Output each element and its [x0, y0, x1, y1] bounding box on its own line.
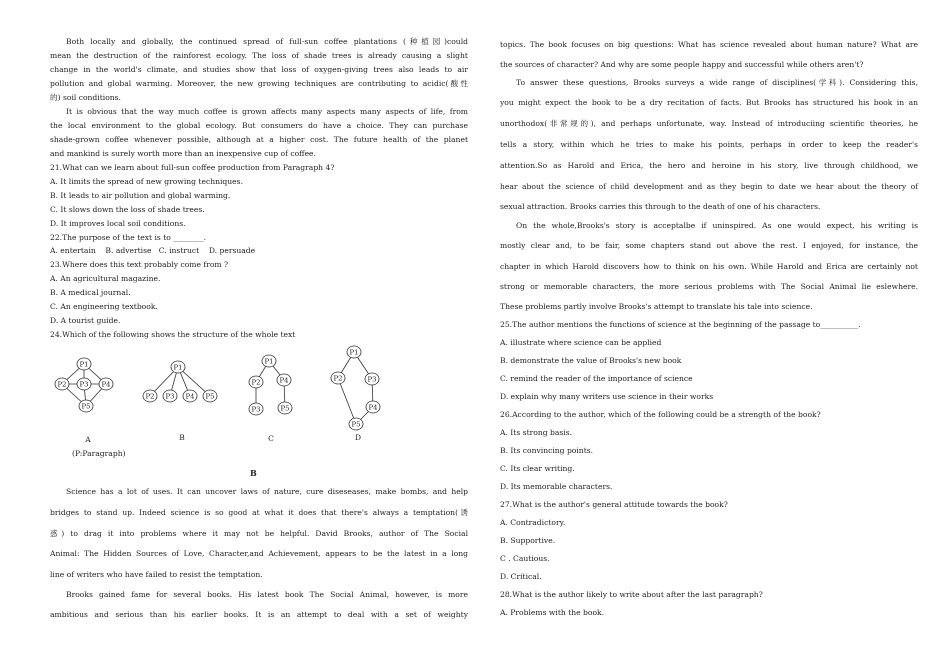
passage-line: topics. The book focuses on big questions: What has science revealed about human nature? What are — [500, 40, 918, 49]
passage-line: the sources of character? And why are some people happy and successful while others aren't? — [500, 60, 864, 69]
diagram-label-c: C — [268, 434, 274, 443]
passage-line: These problems partly involve Brooks's attempt to translate his tale into science. — [500, 302, 813, 311]
section-label: B — [250, 468, 257, 478]
node-label: P2 — [57, 380, 67, 389]
node-label: P3 — [367, 375, 377, 384]
question-26: 26.According to the author, which of the following could be a strength of the book? — [500, 410, 821, 419]
node-label: P2 — [251, 378, 261, 387]
diagram-d — [331, 346, 380, 430]
node-label: P1 — [79, 360, 89, 369]
passage-line: mostly clear and, to be fair, some chapters stand out above the rest. I enjoyed, for instance, the — [500, 241, 918, 250]
passage-line: hear about the science of child development and as they begin to date we hear about the theory of — [500, 182, 918, 191]
question-27: 27.What is the author's general attitude towards the book? — [500, 500, 728, 509]
diagram-label-d: D — [354, 433, 362, 442]
option-26d: D. Its memorable characters. — [500, 482, 613, 491]
diagram-label-a: A — [85, 435, 91, 444]
node-label: P5 — [205, 392, 215, 401]
question-21: 21.What can we learn about full-sun coffee production from Paragraph 4? — [50, 163, 335, 172]
option-26c: C. Its clear writing. — [500, 464, 575, 473]
option-26b: B. Its convincing points. — [500, 446, 594, 455]
structure-diagrams — [48, 342, 468, 462]
option-27d: D. Critical. — [500, 572, 542, 581]
passage-line: sexual attraction. Brooks carries this through to the death of one of his characters. — [500, 202, 821, 211]
node-label: P1 — [264, 357, 274, 366]
option-27a: A. Contradictory. — [500, 518, 566, 527]
node-label: P2 — [333, 374, 343, 383]
option-21c: C. It slows down the loss of shade trees. — [50, 205, 205, 214]
option-25a: A. illustrate where science can be applied — [500, 338, 662, 347]
node-label: P3 — [79, 380, 89, 389]
passage-line: mean the destruction of the rainforest ecology. The loss of shade trees is already causing a slight — [50, 51, 468, 60]
option-23d: D. A tourist guide. — [50, 316, 121, 325]
passage-line: To answer these questions, Brooks surveys a wide range of disciplines(学科). Considering this, — [516, 78, 918, 87]
option-25b: B. demonstrate the value of Brooks's new book — [500, 356, 682, 365]
passage-line: the local environment to the global ecology. But consumers do have a choice. They can purchase — [50, 121, 468, 130]
option-27c: C . Cautious. — [500, 554, 550, 563]
option-23c: C. An engineering textbook. — [50, 302, 158, 311]
option-21b: B. It leads to air pollution and global warming. — [50, 191, 231, 200]
node-label: P2 — [145, 392, 155, 401]
question-28: 28.What is the author likely to write about after the last paragraph? — [500, 590, 763, 599]
passage-line: Science has a lot of uses. It can uncover laws of nature, cure diseseases, make bombs, and help — [66, 487, 468, 496]
passage-line: and mankind is surely worth more than an inexpensive cup of coffee. — [50, 149, 316, 158]
passage-line: 的) soil conditions. — [50, 93, 121, 102]
passage-line: It is obvious that the way much coffee is grown affects many aspects many aspects of life, from — [66, 107, 468, 116]
node-label: P4 — [368, 403, 378, 412]
diagram-caption: (P:Paragraph) — [72, 449, 126, 458]
node-label: P5 — [81, 402, 91, 411]
node-label: P1 — [349, 348, 359, 357]
option-27b: B. Supportive. — [500, 536, 556, 545]
option-21a: A. It limits the spread of new growing techniques. — [50, 177, 243, 186]
question-24: 24.Which of the following shows the structure of the whole text — [50, 330, 296, 339]
node-label: P4 — [101, 380, 111, 389]
option-23b: B. A medical journal. — [50, 288, 131, 297]
passage-line: you might expect the book to be a dry recitation of facts. But Brooks has structured his book in an — [500, 98, 918, 107]
passage-line: Brooks gained fame for several books. His latest book The Social Animal, however, is more — [66, 590, 468, 599]
passage-line: ambitious and serious than his earlier books. It is an attempt to deal with a set of weighty — [50, 610, 468, 619]
passage-line: tells a story, within which he tries to make his points, perhaps in order to keep the reader's — [500, 140, 918, 149]
question-23: 23.Where does this text probably come from ? — [50, 260, 229, 269]
option-25d: D. explain why many writers use science in their works — [500, 392, 714, 401]
option-21d: D. It improves local soil conditions. — [50, 219, 186, 228]
node-label: P1 — [173, 363, 183, 372]
node-label: P5 — [351, 420, 361, 429]
passage-line: 惑) to drag it into problems where it may not be helpful. David Brooks, author of The Social — [50, 529, 468, 538]
passage-line: shade-grown coffee whenever possible, although at a higher cost. The future health of the planet — [50, 135, 468, 144]
option-23a: A. An agricultural magazine. — [50, 274, 161, 283]
passage-line: unorthodox(非常规的), and perhaps unfortunate, way. Instead of introduciing scientific theories, he — [500, 119, 918, 128]
passage-line: Both locally and globally, the continued spread of full-sun coffee plantations (种植园)could — [66, 37, 468, 46]
passage-line: bridges to stand up. Indeed science is so good at what it does that there's always a temptation(诱 — [50, 508, 468, 517]
passage-line: On the whole,Brooks's story is acceptalbe if uninspired. As one would expect, his writing is — [516, 221, 918, 230]
node-label: P4 — [185, 392, 195, 401]
option-26a: A. Its strong basis. — [500, 428, 573, 437]
passage-line: Animal: The Hidden Sources of Love, Character,and Achievement, appears to be the latest in a long — [50, 549, 468, 558]
passage-line: line of writers who have failed to resist the temptation. — [50, 570, 263, 579]
diagram-label-b: B — [179, 433, 185, 442]
passage-line: strong or memorable characters, the more serious problems with The Social Animal lie eslewhere. — [500, 282, 918, 291]
node-label: P3 — [165, 392, 175, 401]
options-22: A. entertain B. advertise C. instruct D. persuade — [50, 246, 256, 255]
option-25c: C. remind the reader of the importance of science — [500, 374, 693, 383]
question-25: 25.The author mentions the functions of science at the beginning of the passage to__________. — [500, 320, 861, 329]
option-28a: A. Problems with the book. — [500, 608, 605, 617]
node-label: P4 — [279, 376, 289, 385]
passage-line: attention.So as Harold and Erica, the hero and heroine in his story, live through childhood, we — [500, 161, 918, 170]
node-label: P5 — [280, 404, 290, 413]
passage-line: pollution and global warming. Moreover, the new growing techniques are contributing to acidic(酸性 — [50, 79, 468, 88]
passage-line: chapter in which Harold discovers how to think on his own. While Harold and Erica are certainly not — [500, 262, 918, 271]
passage-line: change in the world's climate, and studies show that loss of oxygen-giving trees also leads to air — [50, 65, 468, 74]
node-label: P3 — [251, 405, 261, 414]
question-22: 22.The purpose of the text is to ________. — [50, 233, 207, 242]
